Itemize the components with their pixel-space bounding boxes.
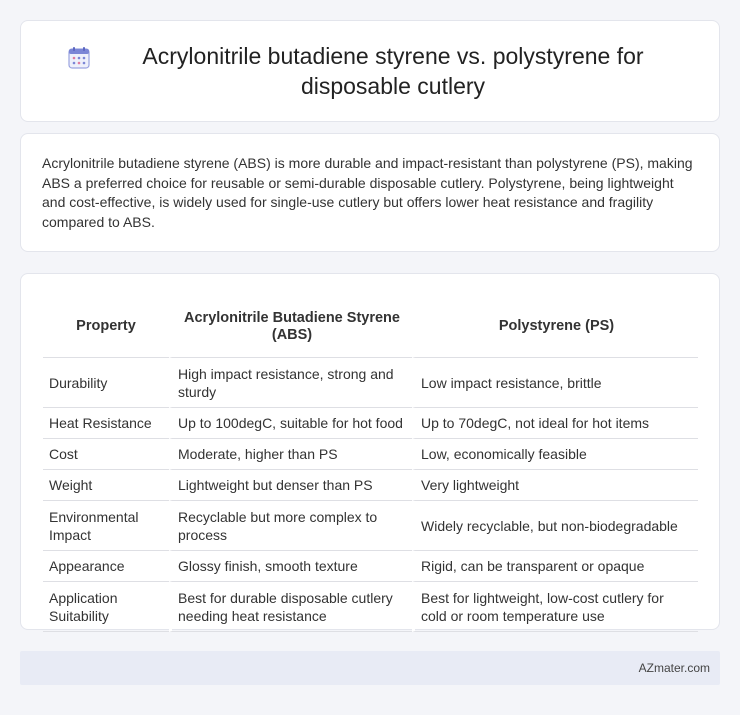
- ps-cell: Up to 70degC, not ideal for hot items: [412, 408, 698, 439]
- summary-text: Acrylonitrile butadiene styrene (ABS) is more durable and impact-resistant than polystyrene (PS), making ABS a preferred choice for reusable or semi-durable disposable cutlery. Polystyrene, being lightweight and cost-effective, is widely used for single-use cutlery but offers lower heat resistance and fragility compared to ABS.: [42, 155, 693, 230]
- table-row: [43, 551, 698, 582]
- abs-cell: High impact resistance, strong and sturdy: [169, 358, 412, 408]
- table-row: [43, 439, 698, 470]
- comparison-table: [43, 296, 698, 632]
- footer-brand: AZmater.com: [638, 661, 710, 675]
- abs-cell: Moderate, higher than PS: [169, 439, 412, 470]
- property-cell: Appearance: [43, 551, 169, 582]
- title-row: [21, 21, 719, 121]
- ps-cell: Rigid, can be transparent or opaque: [412, 551, 698, 582]
- ps-cell: Low, economically feasible: [412, 439, 698, 470]
- abs-cell: Best for durable disposable cutlery needing heat resistance: [169, 582, 412, 632]
- summary-card: [20, 133, 720, 252]
- abs-cell: Recyclable but more complex to process: [169, 501, 412, 551]
- property-cell: Durability: [43, 358, 169, 408]
- ps-cell: Best for lightweight, low-cost cutlery for cold or room temperature use: [412, 582, 698, 632]
- header-ps: Polystyrene (PS): [412, 296, 698, 358]
- title-card: [20, 20, 720, 122]
- table-row: [43, 470, 698, 501]
- table-row: [43, 501, 698, 551]
- property-cell: Weight: [43, 470, 169, 501]
- footer-bar: [20, 651, 720, 685]
- calendar-icon: [67, 46, 91, 70]
- abs-cell: Lightweight but denser than PS: [169, 470, 412, 501]
- header-property: Property: [43, 296, 169, 358]
- property-cell: Environmental Impact: [43, 501, 169, 551]
- property-cell: Cost: [43, 439, 169, 470]
- table-card: [20, 273, 720, 630]
- property-cell: Application Suitability: [43, 582, 169, 632]
- header-abs: Acrylonitrile Butadiene Styrene (ABS): [169, 296, 412, 358]
- table-header-row: [43, 296, 698, 358]
- table-row: [43, 408, 698, 439]
- table-row: [43, 358, 698, 408]
- ps-cell: Low impact resistance, brittle: [412, 358, 698, 408]
- table-row: [43, 582, 698, 632]
- page-title: Acrylonitrile butadiene styrene vs. polystyrene for disposable cutlery: [142, 43, 644, 99]
- property-cell: Heat Resistance: [43, 408, 169, 439]
- ps-cell: Widely recyclable, but non-biodegradable: [412, 501, 698, 551]
- ps-cell: Very lightweight: [412, 470, 698, 501]
- abs-cell: Up to 100degC, suitable for hot food: [169, 408, 412, 439]
- abs-cell: Glossy finish, smooth texture: [169, 551, 412, 582]
